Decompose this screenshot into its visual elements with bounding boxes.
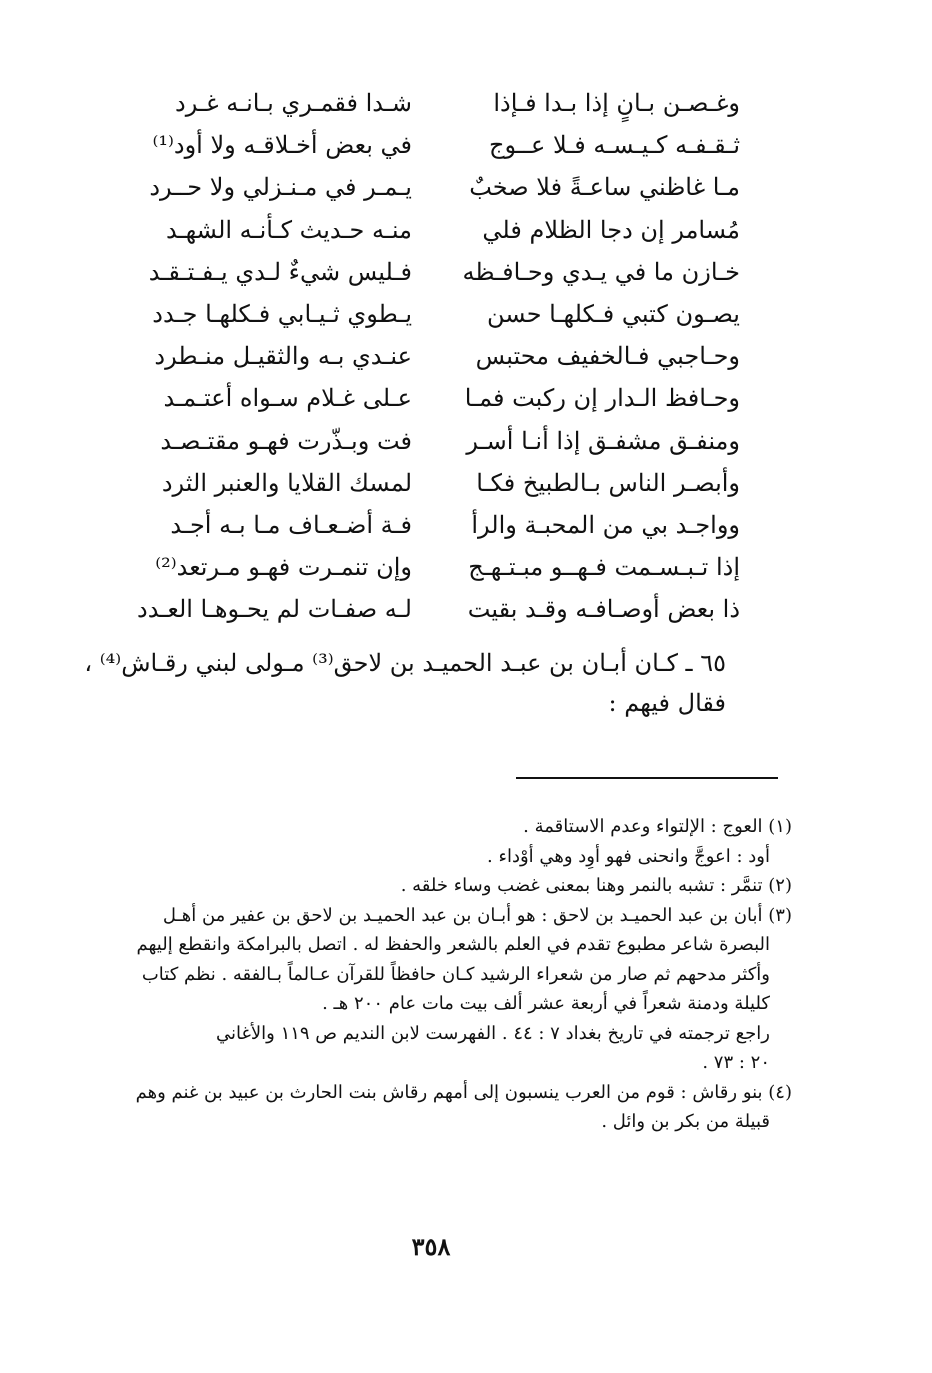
verse-first-hemistich: إذا تـبـسـمت فـهــو مبـتـهـج — [468, 553, 740, 582]
footnote-line: (٤) بنو رقاش : قوم من العرب ينسبون إلى أمهم رقاش بنت الحارث بن عبيد بن غنم وهم — [135, 1081, 792, 1103]
footnote-line: قبيلة من بكر بن وائل . — [601, 1111, 770, 1132]
verse-second-hemistich: فـليس شيءٌ لـدي يـفـتـقـد — [148, 257, 412, 286]
verse-first-hemistich: وحـاجبي فـالخفيف محتبس — [475, 342, 740, 371]
footnote-line: (٢) تنمَّر : تشبه بالنمر وهنا بمعنى غضب وساء خلقه . — [400, 875, 792, 896]
footnote-line: أود : اعوجَّ وانحنى فهو أوِد وهي أوْداء . — [487, 845, 770, 867]
verse-line — [80, 335, 740, 377]
footnote-line: البصرة شاعر مطبوع تقدم في العلم بالشعر والحفظ له . اتصل بالبرامكة وانقطع إليهم — [136, 934, 770, 955]
verse-second-hemistich: عـلى غـلام سـواه أعتـمـد — [163, 384, 412, 413]
poem — [80, 82, 740, 630]
verse-line — [80, 588, 740, 630]
verse-first-hemistich: ثـقـفـه كـيـسـه فـلا عــوج — [489, 131, 740, 160]
verse-first-hemistich: وواجـد بي من المحبـة والرأ — [471, 510, 740, 539]
paragraph-line: ٦٥ ـ كـان أبـان بن عبـد الحميـد بن لاحق⁽³⁾ مـولى لبني رقـاش⁽⁴⁾ ، — [84, 649, 726, 677]
verse-first-hemistich: يصـون كتبي فـكلهـا حسن — [487, 300, 740, 329]
footnote-separator — [516, 777, 778, 779]
paragraph-line: فقال فيهم : — [608, 689, 726, 717]
footnote-line: (١) العوج : الإلتواء وعدم الاستاقمة . — [523, 816, 792, 837]
verse-first-hemistich: مـا غاظني ساعـةً فلا صخبٌ — [469, 173, 740, 202]
verse-line — [80, 166, 740, 208]
verse-line — [80, 251, 740, 293]
verse-first-hemistich: ومنفـق مشفـق إذا أنـا أسـر — [466, 426, 740, 455]
verse-second-hemistich: شـدا فقمـري بـانـه غـرد — [175, 89, 412, 118]
footnote-line: (٣) أبان بن عبد الحميـد بن لاحق : هو أبـان بن عبد الحميـد بن لاحق بن عفير من أهـل — [162, 904, 792, 926]
footnote-line: وأكثر مدحهم ثم صار من شعراء الرشيد كـان حافظاً للقرآن عـالماً بـالفقه . نظم كتاب — [141, 963, 770, 985]
verse-first-hemistich: وأبصـر الناس بـالطبيخ فكـا — [476, 468, 740, 497]
verse-line — [80, 377, 740, 419]
verse-second-hemistich: يـمـر في مـنـزلي ولا حــرد — [149, 173, 412, 202]
verse-second-hemistich: في بعض أخـلاقـه ولا أود⁽¹⁾ — [152, 131, 412, 160]
verse-second-hemistich: عنـدي بـه والثقيـل منـطرد — [154, 342, 412, 371]
verse-first-hemistich: وغـصـن بـانٍ إذا بـدا فـإذا — [493, 89, 740, 118]
verse-line — [80, 420, 740, 462]
verse-line — [80, 124, 740, 166]
footnotes — [80, 812, 792, 1137]
body-paragraph — [76, 643, 726, 723]
verse-second-hemistich: لـه صفـات لم يحـوهـا العـدد — [137, 595, 412, 624]
verse-first-hemistich: وحـافظ الـدار إن ركبت فمـا — [464, 384, 740, 413]
verse-second-hemistich: يـطوي ثـيـابي فـكلهـا جـدد — [152, 300, 412, 329]
verse-line — [80, 462, 740, 504]
verse-line — [80, 504, 740, 546]
footnote-line: راجع ترجمته في تاريخ بغداد ٧ : ٤٤ . الفهرست لابن النديم ص ١١٩ والأغاني — [215, 1022, 770, 1044]
verse-second-hemistich: لمسك القلايا والعنبر الثرد — [161, 468, 412, 497]
footnote-line: كليلة ودمنة شعراً في أربعة عشر ألف بيت مات عام ٢٠٠ هـ . — [322, 993, 770, 1014]
verse-line — [80, 546, 740, 588]
verse-line — [80, 293, 740, 335]
verse-first-hemistich: خـازن ما في يـدي وحـافـظه — [462, 257, 740, 286]
verse-second-hemistich: فت وبـذّرت فهـو مقتـصـد — [160, 426, 412, 455]
verse-line — [80, 209, 740, 251]
verse-line — [80, 82, 740, 124]
verse-second-hemistich: فـة أضـعـاف مـا بـه أجـد — [170, 510, 412, 539]
verse-first-hemistich: ذا بعض أوصـافـه وقـد بقيت — [467, 595, 740, 624]
verse-first-hemistich: مُسامر إن دجا الظلام فلي — [482, 215, 740, 244]
page-number: ٣٥٨ — [411, 1232, 451, 1261]
footnote-line: ٢٠ : ٧٣ . — [702, 1052, 770, 1073]
verse-second-hemistich: وإن تنمـرت فهـو مـرتعد⁽²⁾ — [155, 553, 412, 582]
verse-second-hemistich: منـه حـديث كـأنـه الشهـد — [165, 215, 412, 244]
